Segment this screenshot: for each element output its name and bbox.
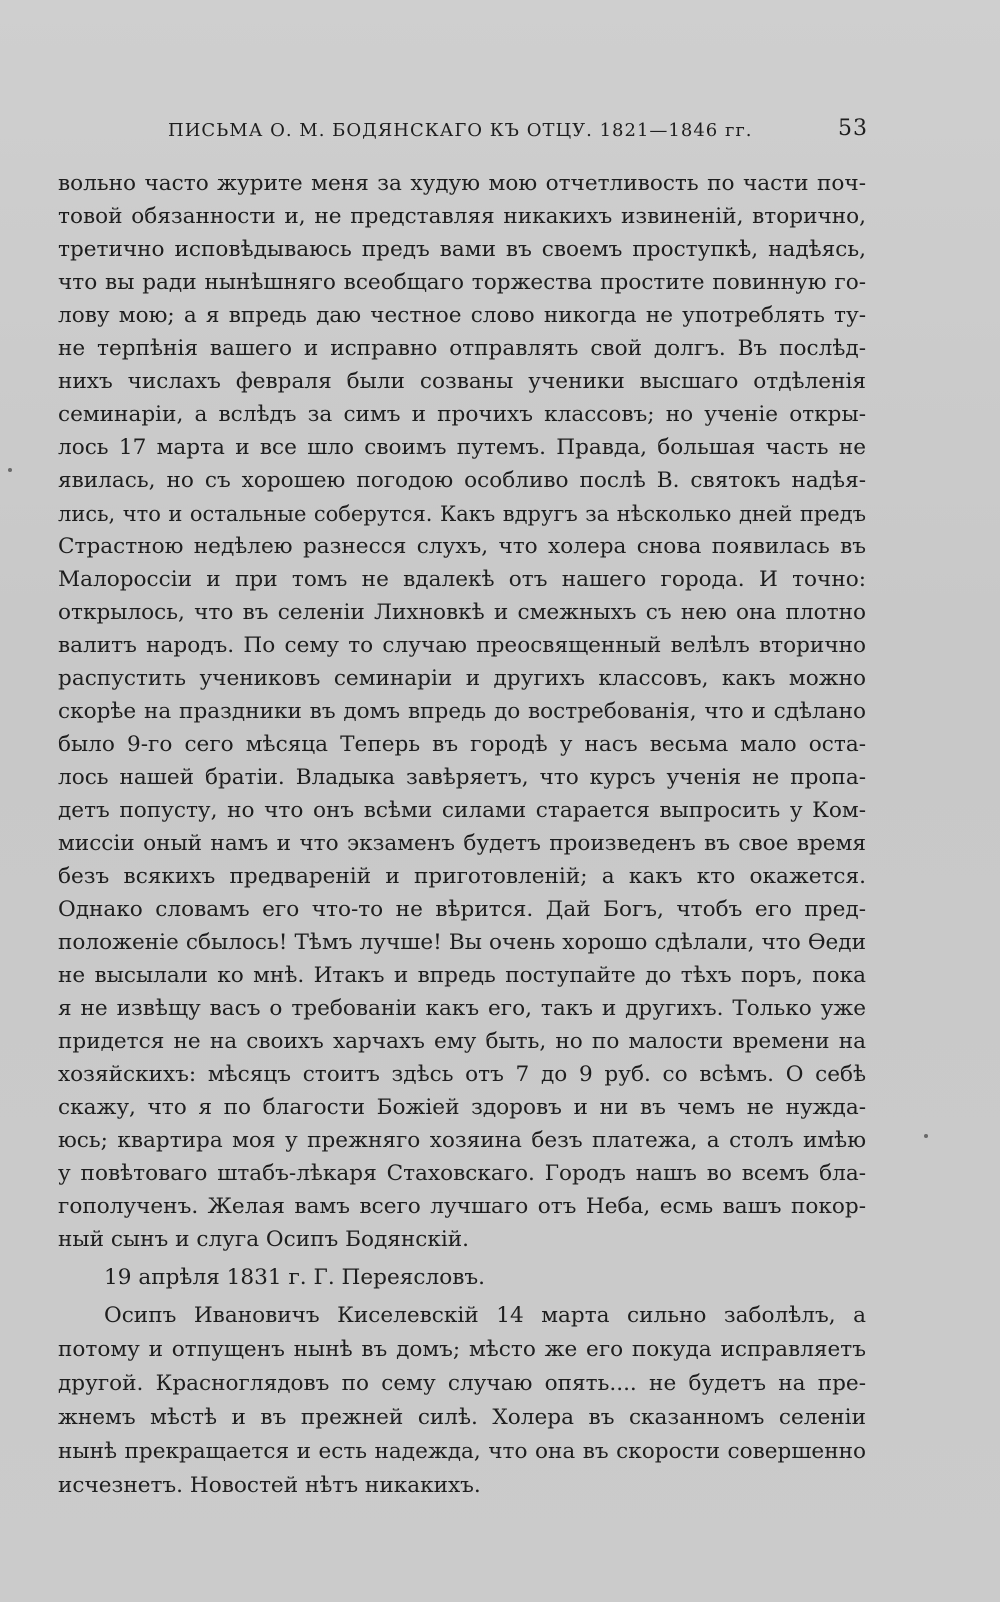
running-header — [168, 114, 868, 144]
body-line: лову мою; а я впредь даю честное слово никогда не употреблять ту- — [58, 303, 866, 328]
body-line: не терпѣнія вашего и исправно отправлять свой долгъ. Въ послѣд- — [58, 336, 866, 361]
body-line: третично исповѣдываюсь предъ вами въ своемъ проступкѣ, надѣясь, — [58, 237, 866, 262]
header-title: ПИСЬМА О. М. БОДЯНСКАГО КЪ ОТЦУ. 1821—1846 гг. — [168, 120, 753, 141]
body-line: хозяйскихъ: мѣсяцъ стоитъ здѣсь отъ 7 до 9 руб. со всѣмъ. О себѣ — [58, 1062, 866, 1087]
body-line: у повѣтоваго штабъ-лѣкаря Стаховскаго. Городъ нашъ во всемъ бла- — [58, 1161, 866, 1186]
body-line: Однако словамъ его что-то не вѣрится. Дай Богъ, чтобъ его пред- — [58, 897, 866, 922]
body-line: миссіи оный намъ и что экзаменъ будетъ произведенъ въ свое время — [58, 831, 866, 856]
body-line: семинаріи, а вслѣдъ за симъ и прочихъ классовъ; но ученіе откры- — [58, 402, 866, 427]
page-number: 53 — [838, 116, 868, 141]
scan-speck — [8, 468, 12, 472]
body-line: скорѣе на праздники въ домъ впредь до востребованія, что и сдѣлано — [58, 699, 866, 724]
body-line: положеніе сбылось! Тѣмъ лучше! Вы очень хорошо сдѣлали, что Ѳеди — [58, 930, 866, 955]
postscript-line: Осипъ Ивановичъ Киселевскій 14 марта сильно заболѣлъ, а — [104, 1303, 866, 1328]
body-line: было 9-го сего мѣсяца Теперь въ городѣ у насъ весьма мало оста- — [58, 732, 866, 757]
body-line: товой обязанности и, не представляя никакихъ извиненій, вторично, — [58, 204, 866, 229]
body-line: скажу, что я по благости Божіей здоровъ и ни въ чемъ не нужда- — [58, 1095, 866, 1120]
body-line: юсь; квартира моя у прежняго хозяина безъ платежа, а столъ имѣю — [58, 1128, 866, 1153]
body-line: нихъ числахъ февраля были созваны ученики высшаго отдѣленія — [58, 369, 866, 394]
postscript-line: исчезнетъ. Новостей нѣтъ никакихъ. — [58, 1473, 481, 1498]
postscript-line: другой. Краснoглядовъ по сему случаю опять.... не будетъ на пре- — [58, 1371, 866, 1396]
body-line: гополученъ. Желая вамъ всего лучшаго отъ Неба, есмь вашъ покор- — [58, 1194, 866, 1219]
body-line: распустить учениковъ семинаріи и другихъ классовъ, какъ можно — [58, 666, 866, 691]
body-line: Малороссіи и при томъ не вдалекѣ отъ нашего города. И точно: — [58, 567, 866, 592]
body-line: открылось, что въ селеніи Лихновкѣ и смежныхъ съ нею она плотно — [58, 600, 866, 625]
body-line: валитъ народъ. По сему то случаю преосвященный велѣлъ вторично — [58, 633, 866, 658]
body-line: я не извѣщу васъ о требованіи какъ его, такъ и другихъ. Только уже — [58, 996, 866, 1021]
postscript-line: жнемъ мѣстѣ и въ прежней силѣ. Холера въ сказанномъ селеніи — [58, 1405, 866, 1430]
dateline: 19 апрѣля 1831 г. Г. Переясловъ. — [104, 1265, 485, 1290]
body-line: лись, что и остальные соберутся. Какъ вдругъ за нѣсколько дней предъ — [58, 502, 866, 526]
body-line: не высылали ко мнѣ. Итакъ и впредь поступайте до тѣхъ поръ, пока — [58, 963, 866, 988]
body-line: что вы ради нынѣшняго всеобщаго торжества простите повинную го- — [58, 270, 866, 295]
body-line: детъ попусту, но что онъ всѣми силами старается выпросить у Ком- — [58, 798, 866, 823]
postscript-line: потому и отпущенъ нынѣ въ домъ; мѣсто же его покуда исправляетъ — [58, 1337, 866, 1362]
postscript-line: нынѣ прекращается и есть надежда, что она въ скорости совершенно — [58, 1439, 866, 1464]
body-line: лось нашей братіи. Владыка завѣряетъ, что курсъ ученія не пропа- — [58, 765, 866, 790]
body-line: явилась, но съ хорошею погодою особливо послѣ В. святокъ надѣя- — [58, 468, 866, 493]
scan-speck — [924, 1134, 928, 1138]
body-line: Страстною недѣлею разнесся слухъ, что холера снова появилась въ — [58, 534, 866, 559]
body-line: лось 17 марта и все шло своимъ путемъ. Правда, большая часть не — [58, 435, 866, 460]
body-line: ный сынъ и слуга Осипъ Бодянскій. — [58, 1227, 470, 1252]
body-line: вольно часто журите меня за худую мою отчетливость по части поч- — [58, 171, 866, 196]
body-line: придется не на своихъ харчахъ ему быть, но по малости времени на — [58, 1029, 866, 1054]
body-line: безъ всякихъ предвареній и приготовленій; а какъ кто окажется. — [58, 864, 866, 889]
